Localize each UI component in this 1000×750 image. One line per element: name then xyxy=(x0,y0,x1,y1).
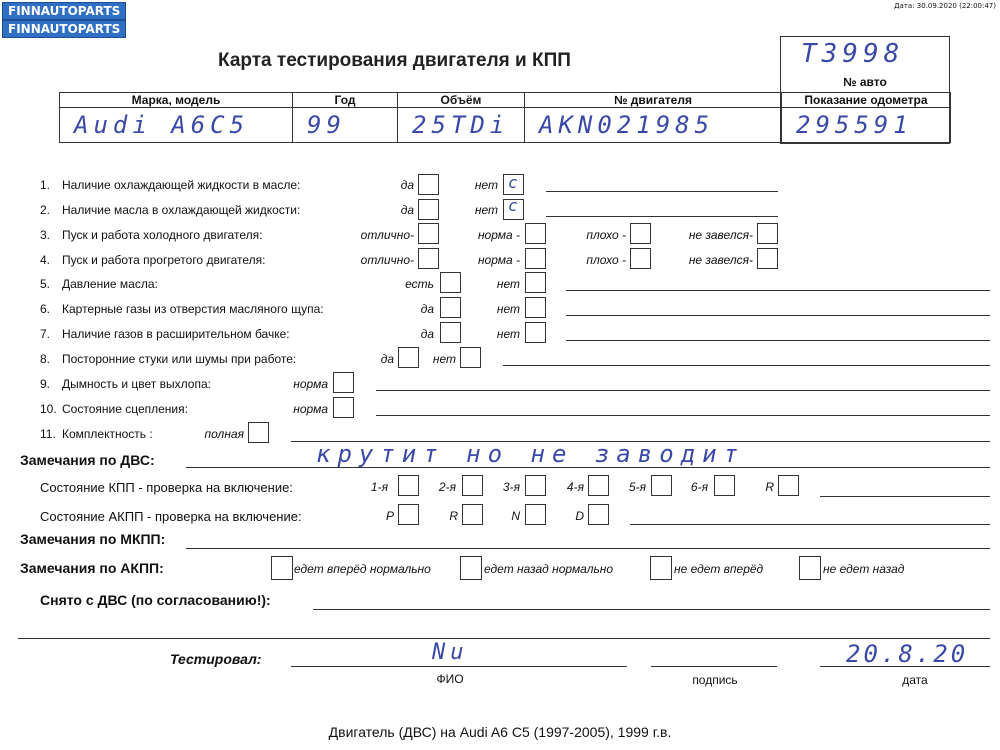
item-7-da-checkbox[interactable] xyxy=(440,322,461,343)
item-5-text: Давление масла: xyxy=(62,277,158,291)
item-6-num: 6. xyxy=(40,302,51,316)
item-7-da-label: да xyxy=(420,327,434,341)
kpp-gear-r-checkbox[interactable] xyxy=(778,475,799,496)
item-2-notes-line xyxy=(546,216,778,217)
akpp-no-forward-label: не едет вперёд xyxy=(674,562,764,576)
item-5-num: 5. xyxy=(40,277,51,291)
item-3-text: Пуск и работа холодного двигателя: xyxy=(62,228,263,242)
fio-line xyxy=(291,666,627,667)
item-5-net-label: нет xyxy=(496,277,520,291)
item-1-notes-line xyxy=(546,191,778,192)
item-4-ploho-label: плохо - xyxy=(586,253,626,267)
remarks-dvs-label: Замечания по ДВС: xyxy=(20,452,155,468)
item-6-da-checkbox[interactable] xyxy=(440,297,461,318)
avto-number-handwritten: Т3998 xyxy=(801,39,905,69)
item-9-norma-checkbox[interactable] xyxy=(333,372,354,393)
item-1-num: 1. xyxy=(40,178,51,192)
akpp-gear-d-label: D xyxy=(575,509,584,523)
item-5-est-label: есть xyxy=(405,277,434,291)
value-volume: 25TDi xyxy=(398,108,525,143)
item-8-da-checkbox[interactable] xyxy=(398,347,419,368)
item-4-ne-zavelsya-label: не завелся- xyxy=(688,253,753,267)
item-8-num: 8. xyxy=(40,352,51,366)
akpp-forward-ok-label: едет вперёд нормально xyxy=(294,562,431,576)
akpp-notes-line xyxy=(630,524,990,525)
header-engine-no: № двигателя xyxy=(525,93,782,108)
image-caption: Двигатель (ДВС) на Audi A6 C5 (1997-2005), 1999 г.в. xyxy=(328,724,672,740)
item-2-da-checkbox[interactable] xyxy=(418,199,439,220)
item-1-net-mark: с xyxy=(508,173,518,192)
item-5-notes-line xyxy=(566,290,990,291)
remarks-dvs-handwritten: крутит но не заводит xyxy=(316,440,745,468)
header-volume: Объём xyxy=(398,93,525,108)
item-8-net-label: нет xyxy=(432,352,456,366)
akpp-no-back-checkbox[interactable] xyxy=(799,556,821,580)
item-3-ne-zavelsya-label: не завелся- xyxy=(688,228,753,242)
kpp-gear-1-label: 1-я xyxy=(370,480,388,494)
header-make-model: Марка, модель xyxy=(60,93,293,108)
item-9-text: Дымность и цвет выхлопа: xyxy=(62,377,211,391)
watermark-logo-2: FINNAUTOPARTS xyxy=(2,20,126,38)
item-1-net-label: нет xyxy=(474,178,498,192)
item-3-ploho-label: плохо - xyxy=(586,228,626,242)
item-4-otlichno-checkbox[interactable] xyxy=(418,248,439,269)
date-stamp: Дата: 30.09.2020 (22:00:47) xyxy=(894,2,996,10)
item-3-ploho-checkbox[interactable] xyxy=(630,223,651,244)
item-6-text: Картерные газы из отверстия масляного щупа: xyxy=(62,302,324,316)
item-2-text: Наличие масла в охлаждающей жидкости: xyxy=(62,203,301,217)
kpp-gear-4-label: 4-я xyxy=(566,480,584,494)
item-6-net-checkbox[interactable] xyxy=(525,297,546,318)
item-4-norma-checkbox[interactable] xyxy=(525,248,546,269)
item-7-net-checkbox[interactable] xyxy=(525,322,546,343)
akpp-no-forward-checkbox[interactable] xyxy=(650,556,672,580)
item-7-text: Наличие газов в расширительном бачке: xyxy=(62,327,290,341)
podpis-caption: подпись xyxy=(692,673,738,687)
item-9-norma-label: норма xyxy=(293,377,328,391)
removed-line xyxy=(313,609,990,610)
item-10-text: Состояние сцепления: xyxy=(62,402,188,416)
remarks-akpp-label: Замечания по АКПП: xyxy=(20,560,164,576)
value-year: 99 xyxy=(293,108,398,143)
fio-caption: ФИО xyxy=(436,672,464,686)
item-8-net-checkbox[interactable] xyxy=(460,347,481,368)
item-10-norma-label: норма xyxy=(293,402,328,416)
item-1-text: Наличие охлаждающей жидкости в масле: xyxy=(62,178,301,192)
kpp-label: Состояние КПП - проверка на включение: xyxy=(40,480,293,495)
item-3-otlichno-label: отлично- xyxy=(360,228,414,242)
tested-label: Тестировал: xyxy=(170,651,262,667)
item-8-text: Посторонние стуки или шумы при работе: xyxy=(62,352,297,366)
item-11-num: 11. xyxy=(40,427,56,441)
item-2-net-mark: с xyxy=(508,196,518,215)
item-10-num: 10. xyxy=(40,402,57,416)
kpp-gear-3-label: 3-я xyxy=(502,480,520,494)
remarks-mkpp-line xyxy=(186,548,990,549)
akpp-forward-ok-checkbox[interactable] xyxy=(271,556,293,580)
kpp-notes-line xyxy=(820,496,990,497)
item-9-notes-line xyxy=(376,390,990,391)
data-caption: дата xyxy=(902,673,928,687)
item-4-ne-zavelsya-checkbox[interactable] xyxy=(757,248,778,269)
item-2-net-label: нет xyxy=(474,203,498,217)
kpp-gear-2-label: 2-я xyxy=(438,480,456,494)
item-1-da-checkbox[interactable] xyxy=(418,174,439,195)
vehicle-info-table xyxy=(59,92,951,143)
item-6-notes-line xyxy=(566,315,990,316)
item-5-est-checkbox[interactable] xyxy=(440,272,461,293)
akpp-gear-d-checkbox[interactable] xyxy=(588,504,609,525)
item-4-ploho-checkbox[interactable] xyxy=(630,248,651,269)
item-4-num: 4. xyxy=(40,253,51,267)
akpp-back-ok-label: едет назад нормально xyxy=(484,562,614,576)
akpp-gear-r-label: R xyxy=(449,509,458,523)
akpp-label: Состояние АКПП - проверка на включение: xyxy=(40,509,302,524)
akpp-gear-r-checkbox[interactable] xyxy=(462,504,483,525)
date-handwritten: 20.8.20 xyxy=(846,640,969,668)
item-7-num: 7. xyxy=(40,327,51,341)
akpp-gear-n-checkbox[interactable] xyxy=(525,504,546,525)
item-3-norma-checkbox[interactable] xyxy=(525,223,546,244)
item-4-otlichno-label: отлично- xyxy=(360,253,414,267)
item-4-norma-label: норма - xyxy=(477,253,520,267)
item-9-num: 9. xyxy=(40,377,51,391)
header-odometer: Показание одометра xyxy=(782,93,951,108)
item-10-notes-line xyxy=(376,415,990,416)
akpp-gear-p-label: P xyxy=(385,509,394,523)
item-6-da-label: да xyxy=(420,302,434,316)
kpp-gear-6-label: 6-я xyxy=(690,480,708,494)
item-4-text: Пуск и работа прогретого двигателя: xyxy=(62,253,266,267)
item-3-ne-zavelsya-checkbox[interactable] xyxy=(757,223,778,244)
item-3-num: 3. xyxy=(40,228,51,242)
akpp-gear-p-checkbox[interactable] xyxy=(398,504,419,525)
signature-line xyxy=(651,666,777,667)
signature-handwritten: Nu xyxy=(432,640,469,665)
header-year: Год xyxy=(293,93,398,108)
item-6-net-label: нет xyxy=(496,302,520,316)
item-5-net-checkbox[interactable] xyxy=(525,272,546,293)
item-10-norma-checkbox[interactable] xyxy=(333,397,354,418)
item-8-notes-line xyxy=(503,365,990,366)
item-1-da-label: да xyxy=(400,178,414,192)
removed-line-2 xyxy=(18,638,990,639)
kpp-gear-5-label: 5-я xyxy=(628,480,646,494)
kpp-gear-3-checkbox[interactable] xyxy=(525,475,546,496)
watermark-logo: FINNAUTOPARTS xyxy=(2,2,126,20)
avto-number-label: № авто xyxy=(843,75,887,89)
item-2-da-label: да xyxy=(400,203,414,217)
value-odometer: 295591 xyxy=(782,108,951,143)
item-8-da-label: да xyxy=(380,352,394,366)
remarks-mkpp-label: Замечания по МКПП: xyxy=(20,531,166,547)
item-7-notes-line xyxy=(566,340,990,341)
item-3-otlichno-checkbox[interactable] xyxy=(418,223,439,244)
akpp-back-ok-checkbox[interactable] xyxy=(460,556,482,580)
item-11-polnaya-checkbox[interactable] xyxy=(248,422,269,443)
item-7-net-label: нет xyxy=(496,327,520,341)
removed-label: Снято с ДВС (по согласованию!): xyxy=(40,592,271,608)
item-3-norma-label: норма - xyxy=(477,228,520,242)
value-engine-no: AKN021985 xyxy=(525,108,782,143)
kpp-gear-6-checkbox[interactable] xyxy=(714,475,735,496)
item-11-polnaya-label: полная xyxy=(204,427,244,441)
item-2-num: 2. xyxy=(40,203,51,217)
akpp-gear-n-label: N xyxy=(511,509,520,523)
value-make-model: Audi A6C5 xyxy=(60,108,293,143)
item-11-text: Комплектность : xyxy=(62,427,153,441)
page-title: Карта тестирования двигателя и КПП xyxy=(218,50,571,71)
akpp-no-back-label: не едет назад xyxy=(823,562,905,576)
kpp-gear-r-label: R xyxy=(765,480,774,494)
